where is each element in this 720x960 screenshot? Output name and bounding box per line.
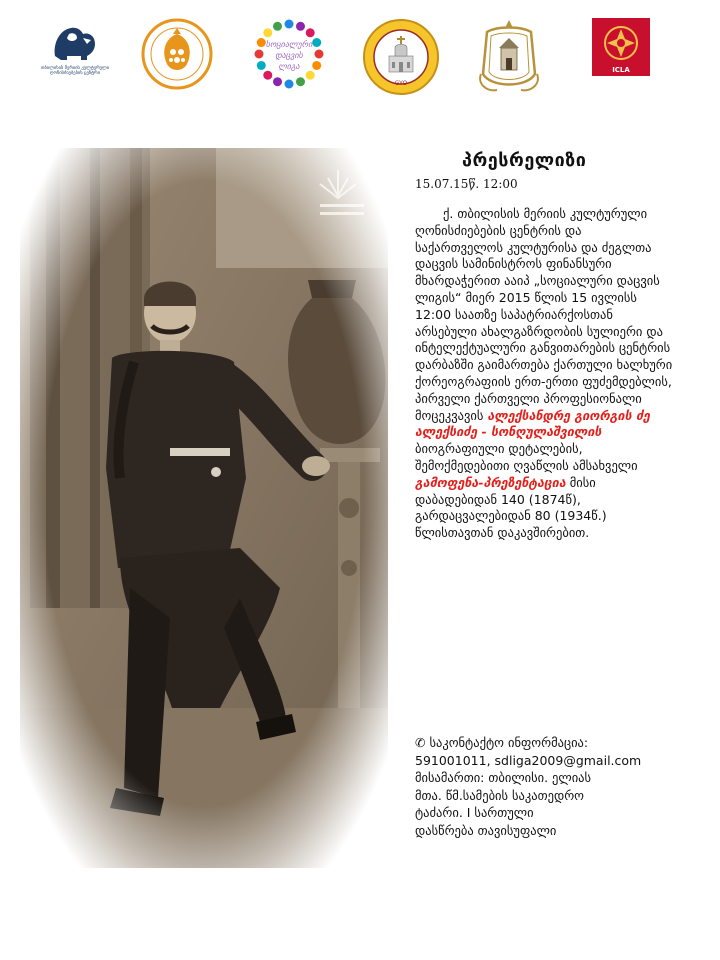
league-line-3: ლიგა (278, 62, 300, 71)
svg-text:GYO: GYO (394, 80, 408, 87)
hand-mark (273, 22, 282, 31)
hand-mark (296, 22, 305, 31)
contact-phone-email: 591001011, sdliga2009@gmail.com (415, 752, 642, 768)
hand-mark (273, 77, 282, 86)
honoree-name: ალექსანდრე გიორგის ძე ალექსიძე - სონღულაშვილის (415, 407, 650, 440)
lion-emblem-icon (47, 18, 103, 64)
body-middle: ბიოგრაფიული დეტალების, შემოქმედებითი ღვაწლის ამსახველი (415, 441, 638, 473)
logo-social-defense-league (252, 18, 326, 90)
press-release-body (415, 206, 673, 542)
league-line-2: დაცვის (275, 51, 303, 60)
hand-mark (312, 61, 321, 70)
hand-mark (312, 38, 321, 47)
hand-mark (285, 20, 294, 29)
logo-caption: თბილისის მერიის კულტურული ღონისძიებების ცენტრი (40, 66, 110, 76)
release-date: 15.07.15წ. 12:00 (415, 177, 518, 191)
hand-mark (257, 38, 266, 47)
hands-circle-icon (252, 18, 326, 90)
hand-mark (263, 28, 272, 37)
contact-address-2: მთა. წმ.სამების საკათედრო (415, 787, 584, 803)
press-release-title: პრესრელიზი (462, 150, 587, 171)
contact-heading: ✆ საკონტაქტო ინფორმაცია: (415, 735, 589, 750)
historic-photograph (20, 148, 388, 868)
event-title: გამოფენა-პრეზენტაცია (415, 474, 566, 490)
hand-mark (306, 28, 315, 37)
contact-address-1: მისამართი: თბილისი. ელიას (415, 770, 592, 785)
cross-emblem-icon (592, 18, 650, 76)
contact-admission: დასწრება თავისუფალი (415, 822, 557, 838)
hand-mark (306, 71, 315, 80)
pomegranate-seal-icon (141, 18, 213, 90)
body-intro: ქ. თბილისის მერიის კულტურული ღონისძიებების ცენტრის და საქართველოს კულტურისა და ძეგლთა დაცვის სამინისტროს ფინანსური მხარდაჭერით ააიპ „სოციალური დაცვის ლიგის“ მიერ 2015 წლის 15 ივლისს 12:00 საათზე საპატრიარქოსთან არსებული ახალგაზრდობის სულიერი და ინტელექტუალური განვითარების ცენტრის დარბაზში გაიმართება ქართული ხალხური ქორეოგრაფიის ერთ-ერთი ფუძემდებლის, პირველი ქართველი პროფესიონალი მოცეკვავის (415, 206, 673, 423)
league-line-1: სოციალური (265, 40, 313, 49)
logo-cross-emblem (592, 18, 650, 76)
hand-mark (263, 71, 272, 80)
logo-cathedral-seal (362, 18, 440, 96)
emblem-caption: ICLA (612, 66, 630, 74)
logo-monastery-crest (476, 18, 542, 96)
body-ending: მისი დაბადებიდან 140 (1874წ), გარდაცვალებიდან 80 (1934წ.) წლისთავთან დაკავშირებით. (415, 474, 607, 541)
hand-mark (315, 50, 324, 59)
hand-mark (255, 50, 264, 59)
hand-mark (257, 61, 266, 70)
cathedral-seal-icon (362, 18, 440, 96)
hand-mark (296, 77, 305, 86)
contact-info (415, 734, 685, 839)
logo-mayor-culture-center (38, 18, 112, 76)
contact-address-3: ტაძარი. I სართული (415, 805, 534, 820)
logo-pomegranate-seal (140, 18, 214, 90)
monastery-crest-icon (477, 18, 541, 96)
hand-mark (285, 80, 294, 89)
